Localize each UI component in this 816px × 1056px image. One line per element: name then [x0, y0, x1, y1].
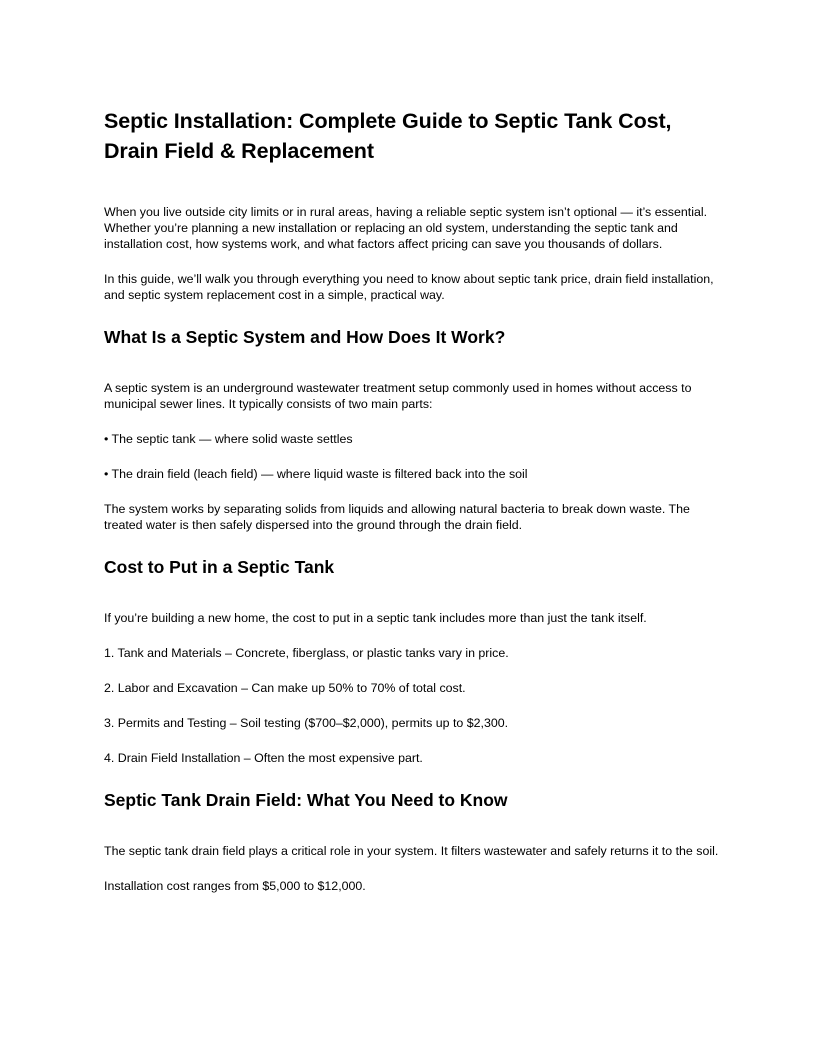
document-title: Septic Installation: Complete Guide to Septic Tank Cost, Drain Field & Replacement — [104, 109, 672, 163]
intro-paragraph-1: When you live outside city limits or in rural areas, having a reliable septic system isn’t optional — it’s essential. Whether you’re planning a new installation or replacing an old system, understanding the septic tank and installation cost, how systems work, and what factors affect pricing can save you thousands of dollars. — [104, 205, 708, 251]
section-heading-cost: Cost to Put in a Septic Tank — [104, 557, 335, 577]
intro-paragraph-2: In this guide, we’ll walk you through everything you need to know about septic tank price, drain field installation, and septic system replacement cost in a simple, practical way. — [104, 272, 714, 302]
section-1-bullet-1: • The septic tank — where solid waste settles — [104, 432, 353, 446]
section-1-paragraph-1: A septic system is an underground wastewater treatment setup commonly used in homes without access to municipal sewer lines. It typically consists of two main parts: — [104, 381, 692, 411]
section-2-item-4: 4. Drain Field Installation – Often the most expensive part. — [104, 751, 423, 765]
section-2-item-3: 3. Permits and Testing – Soil testing ($700–$2,000), permits up to $2,300. — [104, 716, 509, 730]
section-2-item-2: 2. Labor and Excavation – Can make up 50% to 70% of total cost. — [104, 681, 466, 695]
section-heading-septic-system: What Is a Septic System and How Does It Work? — [104, 327, 506, 347]
section-2-paragraph-1: If you’re building a new home, the cost to put in a septic tank includes more than just the tank itself. — [104, 611, 647, 625]
section-1-bullet-2: • The drain field (leach field) — where liquid waste is filtered back into the soil — [104, 467, 528, 481]
section-3-paragraph-1: The septic tank drain field plays a critical role in your system. It filters wastewater and safely returns it to the soil. — [104, 844, 719, 858]
document-page — [104, 106, 720, 913]
section-heading-drain-field: Septic Tank Drain Field: What You Need to Know — [104, 790, 508, 810]
section-2-item-1: 1. Tank and Materials – Concrete, fiberglass, or plastic tanks vary in price. — [104, 646, 509, 660]
section-3-paragraph-2: Installation cost ranges from $5,000 to $12,000. — [104, 879, 366, 893]
section-1-paragraph-2: The system works by separating solids from liquids and allowing natural bacteria to break down waste. The treated water is then safely dispersed into the ground through the drain field. — [104, 502, 690, 532]
